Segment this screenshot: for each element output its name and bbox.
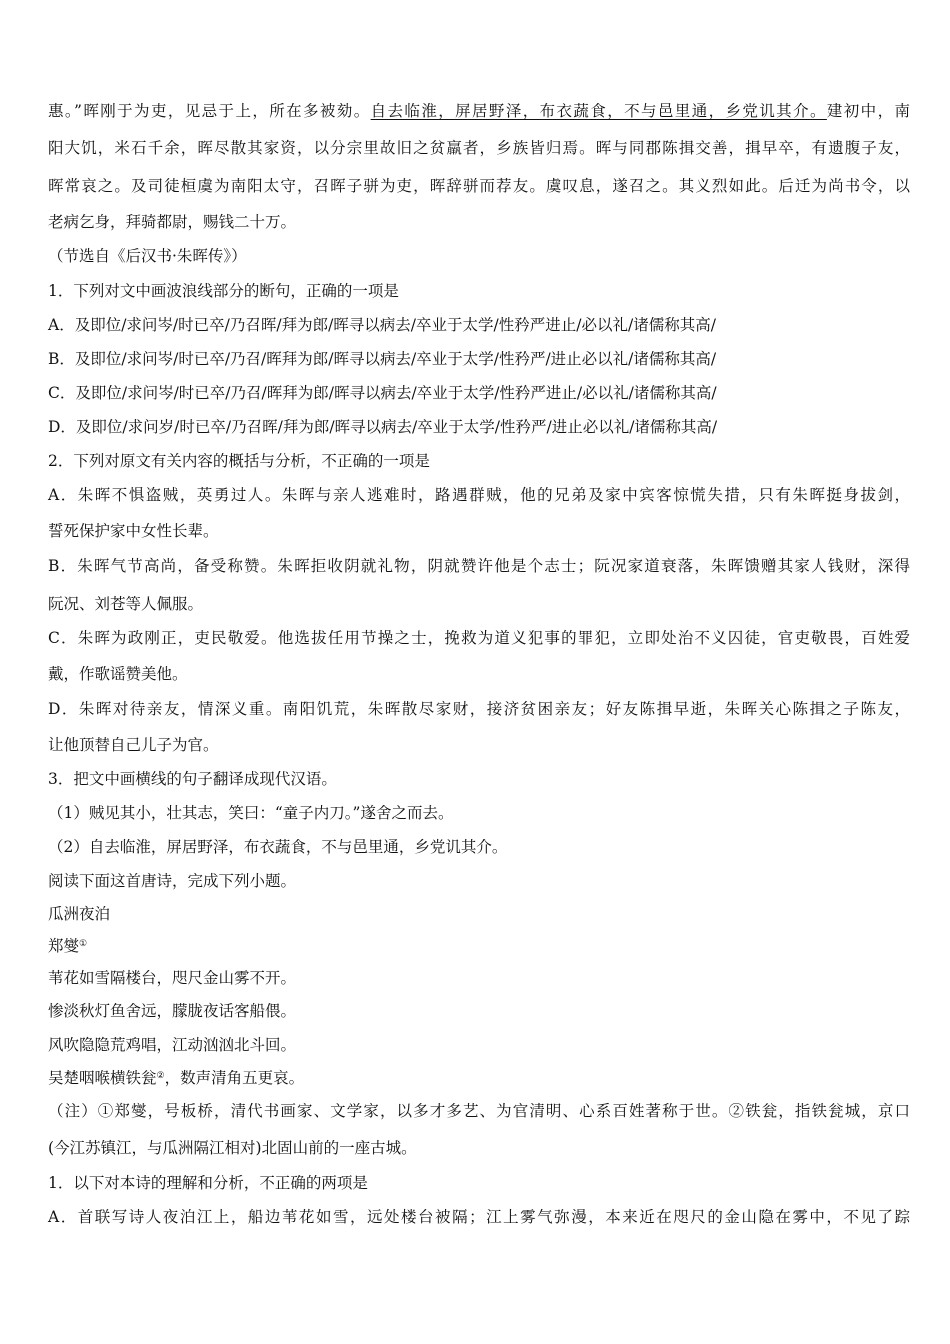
q1-stem: 1．下列对文中画波浪线部分的断句，正确的一项是 [48,282,399,300]
poem-note-line-1: （注）①郑燮，号板桥，清代书画家、文学家，以多才多艺、为官清明、心系百姓著称于世。②铁瓮，指铁瓮城，京口 [48,1102,910,1120]
q1-option-c: C．及即位/求问岑/时已卒/乃召/晖拜为郎/晖寻以病去/卒业于太学/性矜严进止/必以礼/诸儒称其高/ [48,384,717,402]
passage-source: （节选自《后汉书·朱晖传》） [48,247,247,265]
poem-line-2: 惨淡秋灯鱼舍远，朦胧夜话客船偎。 [48,1002,297,1020]
q2-option-d-line1: D．朱晖对待亲友，情深义重。南阳饥荒，朱晖散尽家财，接济贫困亲友；好友陈揖早逝，朱晖关心陈揖之子陈友， [48,700,910,718]
q2-option-b-line1: B．朱晖气节高尚，备受称赞。朱晖拒收阴就礼物，阴就赞许他是个志士；阮况家道衰落，朱晖馈赠其家人钱财，深得 [48,557,910,575]
passage-line-3: 晖常哀之。及司徒桓虞为南阳太守，召晖子骈为吏，晖辞骈而荐友。虞叹息，遂召之。其义烈如此。后迁为尚书令，以 [48,177,910,195]
poem-author: 郑燮① [48,937,88,955]
q2-option-d-line2: 让他顶替自己儿子为官。 [48,736,219,754]
poem-line-3: 风吹隐隐荒鸡唱，江动汹汹北斗回。 [48,1036,297,1054]
poem-line-1: 苇花如雪隔楼台，咫尺金山雾不开。 [48,969,297,987]
q2-option-c-line1: C．朱晖为政刚正，吏民敬爱。他选拔任用节操之士，挽救为道义犯事的罪犯，立即处治不义囚徒，官吏敬畏，百姓爱 [48,629,910,647]
passage-line-1: 惠。”晖刚于为吏，见忌于上，所在多被劾。自去临淮，屏居野泽，布衣蔬食，不与邑里通，乡党讥其介。建初中，南 [48,102,910,120]
q2-stem: 2．下列对原文有关内容的概括与分析，不正确的一项是 [48,452,430,470]
q2-option-b-line2: 阮况、刘苍等人佩服。 [48,595,204,613]
poem-title: 瓜洲夜泊 [48,905,111,923]
q1-option-d: D．及即位/求问岁/时已卒/乃召晖/拜为郎/晖寻以病去/卒业于太学/性矜严/进止必以礼/诸儒称其高/ [48,418,718,436]
q2-option-c-line2: 戴，作歌谣赞美他。 [48,665,188,683]
q3-sentence-1: （1）贼见其小，壮其志，笑曰：“童子内刀。”遂舍之而去。 [48,804,454,822]
underlined-sentence: 自去临淮，屏居野泽，布衣蔬食，不与邑里通，乡党讥其介。 [370,102,827,120]
q2-option-a-line1: A．朱晖不惧盗贼，英勇过人。朱晖与亲人逃难时，路遇群贼，他的兄弟及家中宾客惊慌失措，只有朱晖挺身拔剑， [48,486,910,504]
pq1-stem: 1．以下对本诗的理解和分析，不正确的两项是 [48,1174,368,1192]
q2-option-a-line2: 誓死保护家中女性长辈。 [48,522,219,540]
note-mark-1: ① [79,939,88,949]
note-mark-2: ② [156,1071,165,1081]
passage-line-4: 老病乞身，拜骑都尉，赐钱二十万。 [48,213,297,231]
pq1-option-a-line1: A．首联写诗人夜泊江上，船边苇花如雪，远处楼台被隔；江上雾气弥漫，本来近在咫尺的金山隐在雾中，不见了踪 [48,1208,910,1226]
q3-stem: 3．把文中画横线的句子翻译成现代汉语。 [48,770,337,788]
q1-option-b: B．及即位/求问岑/时已卒/乃召/晖拜为郎/晖寻以病去/卒业于太学/性矜严/进止必以礼/诸儒称其高/ [48,350,717,368]
poem-note-line-2: (今江苏镇江，与瓜洲隔江相对)北固山前的一座古城。 [48,1139,417,1157]
q3-sentence-2: （2）自去临淮，屏居野泽，布衣蔬食，不与邑里通，乡党讥其介。 [48,838,508,856]
passage-line-2: 阳大饥，米石千余，晖尽散其家资，以分宗里故旧之贫羸者，乡族皆归焉。晖与同郡陈揖交善，揖早卒，有遗腹子友， [48,139,910,157]
q1-option-a: A．及即位/求问岑/时已卒/乃召晖/拜为郎/晖寻以病去/卒业于太学/性矜严进止/必以礼/诸儒称其高/ [48,316,716,334]
poem-intro: 阅读下面这首唐诗，完成下列小题。 [48,872,297,890]
poem-line-4: 吴楚咽喉横铁瓮②，数声清角五更哀。 [48,1069,305,1087]
